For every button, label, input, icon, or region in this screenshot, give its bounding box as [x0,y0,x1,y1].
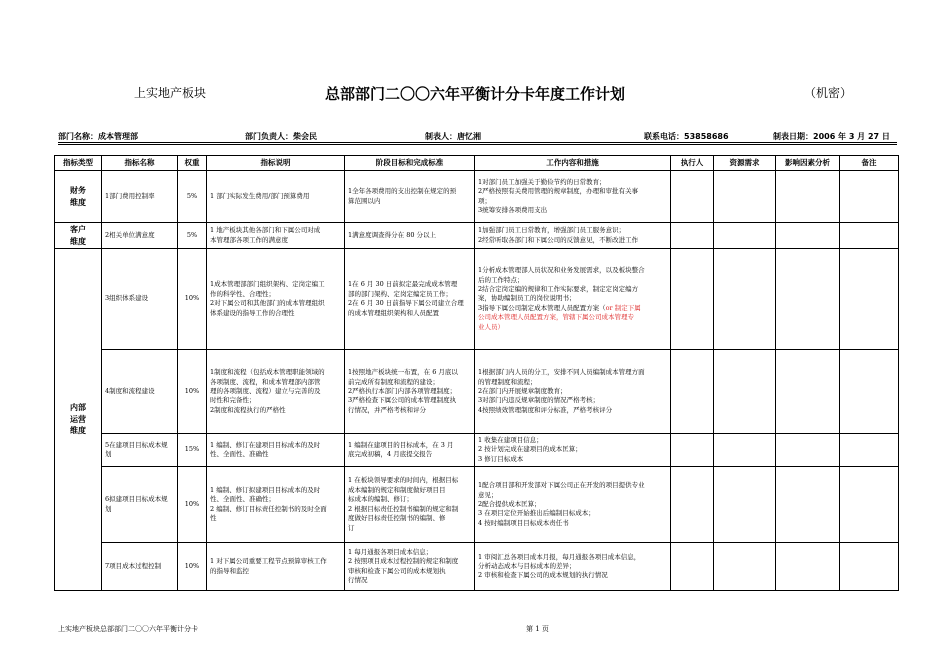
col-header: 资源需求 [714,156,776,171]
cell-line: 性、全面性、准确性； [210,495,275,504]
impact-analysis [776,350,840,434]
col-header: 权重 [178,156,207,171]
executor [671,350,714,434]
cell-line: 体系建设的指导工作的合理性 [210,308,295,317]
indicator-name: 4制度和流程建设 [102,350,178,434]
cell-line: 1满意度调查得分在 80 分以上 [348,230,437,239]
executor [671,434,714,467]
col-header: 阶段目标和完成标准 [345,156,475,171]
cell-line-red: 公司成本管理人员配置方案，管辖下属公司成本管理专 [478,313,634,322]
cell-line: 1 部门实际发生费用/部门预算费用 [210,191,310,200]
contact-phone: 联系电话：53858686 [644,132,729,141]
resource-needs [714,543,776,591]
category-line: 维度 [70,236,86,246]
page-number: 第 1 页 [526,625,549,633]
category-line: 维度 [70,426,86,436]
cell-line: 项； [478,196,491,205]
cell-line: 2对下属公司和其他部门的成本管理组织 [210,299,325,308]
plan-table [54,155,899,591]
cell-line: 2严格执行本部门内部各项管理制度； [348,386,457,395]
work-measures [475,223,671,249]
table-row [55,543,899,591]
cell-line: 2配合提供成本匡算； [478,499,541,508]
impact-analysis [776,171,840,223]
category-line: 客户 [70,225,86,234]
impact-analysis [776,467,840,543]
cell-line: 1 审阅汇总各项目成本月报，每月通报各项目成本信息， [478,552,641,561]
cell-line: 订 [348,523,355,532]
work-measures [475,171,671,223]
cell-line: 1 编制、修订拟建项目目标成本的及时 [210,485,321,494]
table-row [55,467,899,543]
indicator-description [207,467,345,543]
cell-line: 3统筹安排各项费用支出 [478,205,548,214]
cell-line: 2经常听取各部门和下属公司的反馈意见，不断改进工作 [478,235,639,244]
work-measures [475,249,671,350]
col-header: 影响因素分析 [776,156,840,171]
remarks [840,223,899,249]
cell-line: 审核和检查下属公司的成本规划执 [348,566,446,575]
cell-line: 1 在板块领导要求的时间内，根据目标 [348,476,459,485]
table-row [55,223,899,249]
cell-line: 2 审核和检查下属公司的成本规划的执行情况 [478,571,608,580]
table-date: 制表日期：2006 年 3 月 27 日 [773,132,890,141]
resource-needs [714,223,776,249]
cell-line: 1 编制、修订在建项目目标成本的及时 [210,440,321,449]
stage-goal [345,171,475,223]
header-rule [58,142,897,143]
indicator-weight: 15% [178,434,207,467]
company-name: 上实地产板块 [134,86,207,100]
cell-line: 的管理制度和流程； [478,377,537,386]
col-header: 指标名称 [102,156,178,171]
indicator-description [207,223,345,249]
resource-needs [714,171,776,223]
col-header: 执行人 [671,156,714,171]
remarks [840,249,899,350]
table-author: 制表人：唐忆湘 [425,132,481,141]
cell-line: 前完成所有制度和流程的建设； [348,377,439,386]
indicator-name: 1部门费用控制率 [102,171,178,223]
indicator-weight: 10% [178,543,207,591]
cell-line: 2在部门内开展规章制度教育； [478,386,567,395]
cell-line: 底完成初稿，4 月底提交报告 [348,450,433,459]
cell-line: 2严格按照有关费用管理的规章制度，办理和审批有关事 [478,187,639,196]
remarks [840,467,899,543]
cell-line: 1分析成本管理部人员状况和业务发展需求，以及板块整合 [478,266,645,275]
confidential-label: （机密） [804,86,853,100]
cell-line: 1 每月通报各项目成本信息； [348,547,433,556]
table-row [55,434,899,467]
stage-goal [345,223,475,249]
indicator-name: 3组织体系建设 [102,249,178,350]
cell-line: 算范围以内 [348,196,381,205]
executor [671,223,714,249]
indicator-name: 7项目成本过程控制 [102,543,178,591]
cell-line: 2在 6 月 30 日前指导下属公司建立合理 [348,299,464,308]
cell-line: 时性和完备性； [210,396,256,405]
stage-goal [345,434,475,467]
cell-line: 的指导和监控 [210,566,249,575]
indicator-weight: 10% [178,249,207,350]
remarks [840,171,899,223]
cell-line: 3对部门内违反规章制度的情况严格考核； [478,396,600,405]
category-cell [55,249,102,591]
cell-line: 2 按照项目成本过程控制的规定和制度 [348,557,459,566]
category-line: 内部 [70,403,86,413]
cell-line: 2 根据目标责任控制书编制的规定和制 [348,504,459,513]
cell-line: 1 对下属公司重要工程节点预算审核工作 [210,557,327,566]
cell-line: 3指导下属公司制定成本管理人员配置方案（ [478,303,606,312]
cell-line: 2 按计划完成在建项目的成本匡算； [478,445,582,454]
table-row [55,249,899,350]
cell-line: 后的工作特点； [478,275,524,284]
col-header: 工作内容和措施 [475,156,671,171]
cell-line: 1制度和流程（包括成本管理职能领域的 [210,368,325,377]
indicator-weight: 5% [178,171,207,223]
department-name: 部门名称：成本管理部 [58,132,138,141]
executor [671,249,714,350]
cell-line: 1 地产板块其他各部门和下属公司对成 [210,226,321,235]
table-header-row [55,156,899,171]
category-cell [55,171,102,223]
cell-line: 1全年各项费用的支出控制在规定的预 [348,187,457,196]
cell-line: 1对部门员工加强关于勤俭节约的日常教育； [478,177,606,186]
cell-line: 1按照地产板块统一布置，在 6 月底以 [348,368,458,377]
cell-line: 性、全面性、准确性 [210,450,269,459]
cell-line: 3 修订目标成本 [478,454,524,463]
header-rule-double [58,144,897,145]
stage-goal [345,350,475,434]
cell-line: 2制度和流程执行的严格性 [210,405,286,414]
work-measures [475,350,671,434]
cell-line: 4按照绩效管理制度和评分标准，严格考核评分 [478,405,613,414]
indicator-weight: 5% [178,223,207,249]
executor [671,543,714,591]
impact-analysis [776,223,840,249]
cell-line: 行情况，并严格考核和评分 [348,405,426,414]
stage-goal [345,543,475,591]
cell-line: 2结合定岗定编的规律和工作实际要求，制定定岗定编方 [478,285,639,294]
indicator-description [207,171,345,223]
resource-needs [714,467,776,543]
stage-goal [345,467,475,543]
cell-line: 3 在项目定位开始推出后编制目标成本； [478,509,595,518]
cell-line: 的成本管理组织架构和人员配置 [348,308,439,317]
table-row [55,350,899,434]
stage-goal [345,249,475,350]
cell-line: 度做好目标责任控制书的编制、修 [348,514,446,523]
indicator-name: 2相关单位满意度 [102,223,178,249]
work-measures [475,467,671,543]
cell-line: 分析动态成本与目标成本的差异； [478,561,576,570]
cell-line: 本管理部各项工作的满意度 [210,235,288,244]
category-line: 运营 [70,414,86,424]
cell-line: 1加强部门员工日常教育，增强部门员工服务意识； [478,226,626,235]
indicator-description [207,543,345,591]
cell-line: 各项制度、流程，和成本管理部内部管 [210,377,321,386]
indicator-name: 6拟建项目目标成本规划 [102,467,178,543]
work-measures [475,543,671,591]
cell-line: 案，协助编制员工的岗位说明书； [478,294,576,303]
cell-line-red: 业人员） [478,322,504,331]
cell-line: 理的各项制度、流程）建立与完善的及 [210,386,321,395]
indicator-weight: 10% [178,350,207,434]
resource-needs [714,249,776,350]
cell-line: 部的部门架构、定岗定编定员工作； [348,289,452,298]
cell-line: 1根据部门内人员的分工，安排不同人员编制成本管理方面 [478,368,645,377]
cell-line: 1配合项目部和开发部对下属公司正在开发的项目提供专业 [478,481,645,490]
cell-line: 作的科学性、合理性； [210,289,275,298]
department-head: 部门负责人：柴会民 [245,132,317,141]
category-line: 财务 [70,185,86,195]
executor [671,467,714,543]
indicator-description [207,249,345,350]
cell-line: 1在 6 月 30 日前拟定最完成成本管理 [348,280,458,289]
col-header: 指标类型 [55,156,102,171]
cell-line: 意见； [478,490,498,499]
impact-analysis [776,434,840,467]
page-title: 总部部门二〇〇六年平衡计分卡年度工作计划 [324,85,625,103]
cell-line: 4 按时编制项目目标成本责任书 [478,518,569,527]
indicator-description [207,434,345,467]
executor [671,171,714,223]
remarks [840,543,899,591]
cell-line: 1 收集在建项目信息； [478,436,543,445]
indicator-weight: 10% [178,467,207,543]
remarks [840,350,899,434]
resource-needs [714,434,776,467]
footer-text: 上实地产板块总部部门二〇〇六年平衡计分卡 [58,625,198,633]
cell-line: 1 编制在建项目的目标成本，在 3 月 [348,440,454,449]
category-cell [55,223,102,249]
cell-line-red: or 制定下属 [605,303,641,312]
cell-line: 1成本管理部部门组织架构、定岗定编工 [210,280,325,289]
remarks [840,434,899,467]
cell-line: 成本编制的规定和制度做好项目目 [348,485,446,494]
cell-line: 行情况 [348,576,368,585]
cell-line: 3严格检查下属公司的成本管理制度执 [348,396,457,405]
table-row [55,171,899,223]
work-measures [475,434,671,467]
col-header: 备注 [840,156,899,171]
cell-line: 性 [210,514,217,523]
cell-line: 标成本的编制、修订； [348,495,413,504]
cell-line: 2 编制、修订目标责任控制书的及时全面 [210,504,327,513]
col-header: 指标说明 [207,156,345,171]
category-line: 维度 [70,197,86,207]
impact-analysis [776,249,840,350]
impact-analysis [776,543,840,591]
indicator-description [207,350,345,434]
resource-needs [714,350,776,434]
indicator-name: 5在建项目目标成本规划 [102,434,178,467]
